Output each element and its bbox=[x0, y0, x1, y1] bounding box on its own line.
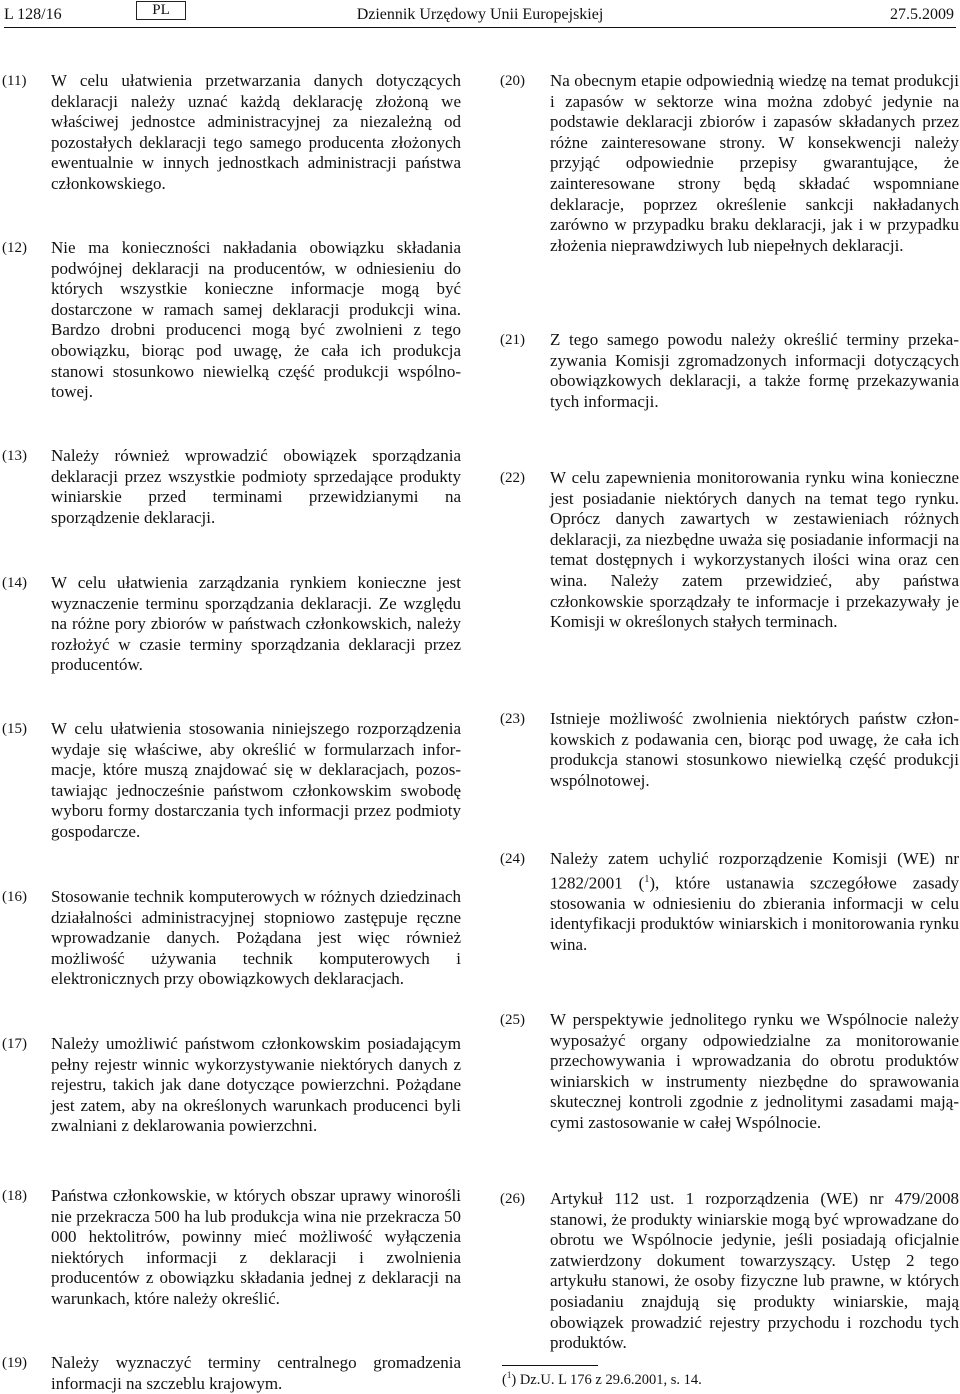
footnote-ref: 1 bbox=[644, 873, 650, 885]
language-code-box: PL bbox=[136, 1, 186, 20]
publication-date: 27.5.2009 bbox=[890, 6, 954, 23]
recital-text: W celu zapewnienia monitorowania rynku wina konieczne jest posiadanie niektórych danych na temat tego rynku. Oprócz danych zawartych w zestawieniach różnych deklaracji, za niezbędne uważa się posiadanie informacji na temat dostępnych i wykorzystanych ilości wina oraz cen wina. Należy zatem przewidzieć, aby państwa członkowskie sporządzały te informacje i przekazywały je Komisji w określonych stałych terminach. bbox=[550, 468, 959, 632]
recital-number: (25) bbox=[500, 1012, 525, 1028]
recital-number: (26) bbox=[500, 1191, 525, 1207]
recital-number: (18) bbox=[2, 1188, 27, 1204]
journal-title: Dziennik Urzędowy Unii Europejskiej bbox=[356, 6, 604, 23]
recital-text: Istnieje możliwość zwolnienia niektórych państw członkowskich z podawania cen, biorąc pod uwagę, że cała ich produkcja stanowi stosunkowo niewielką część produkcji wspólnotowej. bbox=[550, 709, 959, 790]
recital-number: (16) bbox=[2, 889, 27, 905]
footnote-text: Dz.U. L 176 z 29.6.2001, s. 14. bbox=[519, 1371, 702, 1388]
header-rule bbox=[4, 27, 956, 28]
recital-number: (12) bbox=[2, 240, 27, 256]
page-reference: L 128/16 bbox=[4, 6, 62, 23]
recital-text: Nie ma konieczności nakładania obowiązku składania podwójnej deklaracji na producentów, w odniesieniu do których wszystkie konieczne informacje mogą być dostarczone w ramach samej deklaracji produkcji wina. Bardzo drobni producenci mogą być zwolnieni z tego obowiązku, biorąc pod uwagę, że cała ich produkcja stanowi stosunkowo niewielką część produkcji wspólnotowej. bbox=[51, 238, 461, 402]
recital-number: (22) bbox=[500, 470, 525, 486]
recital-text: W celu ułatwienia zarządzania rynkiem konieczne jest wyznaczenie terminu sporządzania deklaracji. Ze względu na różne pory zbiorów w państwach członkowskich, należy rozłożyć w czasie terminy sporządzania deklaracji przez producentów. bbox=[51, 573, 461, 675]
recital-text: Należy wyznaczyć terminy centralnego gromadzenia informacji na szczeblu krajowym. bbox=[51, 1353, 461, 1393]
recital-text: Z tego samego powodu należy określić terminy przekazywania Komisji zgromadzonych informacji dotyczących obowiązkowych deklaracji, a także formę przekazywania tych informacji. bbox=[550, 330, 959, 411]
recital-text: Należy zatem uchylić rozporządzenie Komisji (WE) nr 1282/2001 ($^1$), które ustanawia szczegółowe zasady stosowania w odniesieniu do zbierania informacji w celu identyfikacji produktów winiarskich i monitorowania rynku wina. bbox=[550, 849, 959, 955]
recital-number: (19) bbox=[2, 1355, 27, 1371]
recital-text: W perspektywie jednolitego rynku we Wspólnocie należy wyposażyć organy odpowiedzialne za monitorowanie przechowywania i wprowadzania do obrotu produktów winiarskich w instrumenty niezbędne do sprawowania skutecznej kontroli zgodnie z jednolitymi zasadami mającymi zastosowanie w całej Wspólnocie. bbox=[550, 1010, 959, 1132]
footnote-marker: 1 bbox=[506, 1370, 512, 1380]
recital-text: Stosowanie technik komputerowych w różnych dziedzinach działalności administracyjnej stopniowo zastępuje ręczne wprowadzanie danych. Pożądana jest więc również możliwość używania technik komputerowych i elektronicznych przy obowiązkowych deklaracjach. bbox=[51, 887, 461, 989]
recital-number: (14) bbox=[2, 575, 27, 591]
recital-number: (11) bbox=[2, 73, 27, 89]
recital-number: (23) bbox=[500, 711, 525, 727]
recital-number: (15) bbox=[2, 721, 27, 737]
recital-text: W celu ułatwienia przetwarzania danych dotyczących deklaracji należy uznać każdą deklarację złożoną we właściwej jednostce administracyjnej za niezależną od pozostałych deklaracji tego samego producenta złożonych ewentualnie w innych jednostkach administracji państwa członkowskiego. bbox=[51, 71, 461, 193]
recital-number: (17) bbox=[2, 1036, 27, 1052]
recital-text: Na obecnym etapie odpowiednią wiedzę na temat produkcji i zapasów w sektorze wina można zdobyć jedynie na podstawie deklaracji zbiorów i zapasów składanych przez różne zainteresowane strony. W konsekwencji należy przyjąć odpowiednie przepisy gwarantujące, że zainteresowane strony będą składać wspomniane deklaracje, poprzez określenie sankcji nakładanych zarówno w przypadku braku deklaracji, jak i w przypadku złożenia nieprawdziwych lub niepełnych deklaracji. bbox=[550, 71, 959, 255]
recital-text: Należy umożliwić państwom członkowskim posiadającym pełny rejestr winnic wykorzystywanie niektórych danych z rejestru, takich jak dane dotyczące powierzchni. Pożądane jest zatem, aby na określonych warunkach producenci byli zwalniani z deklarowania powierzchni. bbox=[51, 1034, 461, 1136]
footnote: ($^1$) Dz.U. L 176 z 29.6.2001, s. 14. bbox=[502, 1370, 702, 1388]
recital-text: Należy również wprowadzić obowiązek sporządzania deklaracji przez wszystkie podmioty sprzedające produkty winiarskie przed terminami przewidzianymi na sporządzenie deklaracji. bbox=[51, 446, 461, 527]
recital-text: Artykuł 112 ust. 1 rozporządzenia (WE) nr 479/2008 stanowi, że produkty winiarskie mogą być wprowadzane do obrotu we Wspólnocie jedynie, jeśli posiadają oficjalnie zatwierdzony dokument towarzyszący. Ustęp 2 tego artykułu stanowi, że osoby fizyczne lub prawne, w których posiadaniu znajdują się produkty winiarskie, mają obowiązek prowadzić rejestry przychodu i rozchodu tych produktów. bbox=[550, 1189, 959, 1353]
recital-text: Państwa członkowskie, w których obszar uprawy winorośli nie przekracza 500 ha lub produkcja wina nie przekracza 50 000 hektolitrów, powinny mieć możliwość wyłączenia niektórych informacji z deklaracji i zwolnienia producentów z obowiązku składania jednej z deklaracji na warunkach, które należy określić. bbox=[51, 1186, 461, 1308]
recital-number: (21) bbox=[500, 332, 525, 348]
footnote-rule bbox=[502, 1365, 598, 1366]
recital-number: (13) bbox=[2, 448, 27, 464]
recital-text: W celu ułatwienia stosowania niniejszego rozporządzenia wydaje się właściwe, aby określić w formularzach informacje, które muszą znajdować się w deklaracjach, pozostawiając jednocześnie państwom członkowskim swobodę wyboru formy dostarczania tych informacji przez podmioty gospodarcze. bbox=[51, 719, 461, 841]
recital-number: (20) bbox=[500, 73, 525, 89]
recital-number: (24) bbox=[500, 851, 525, 867]
